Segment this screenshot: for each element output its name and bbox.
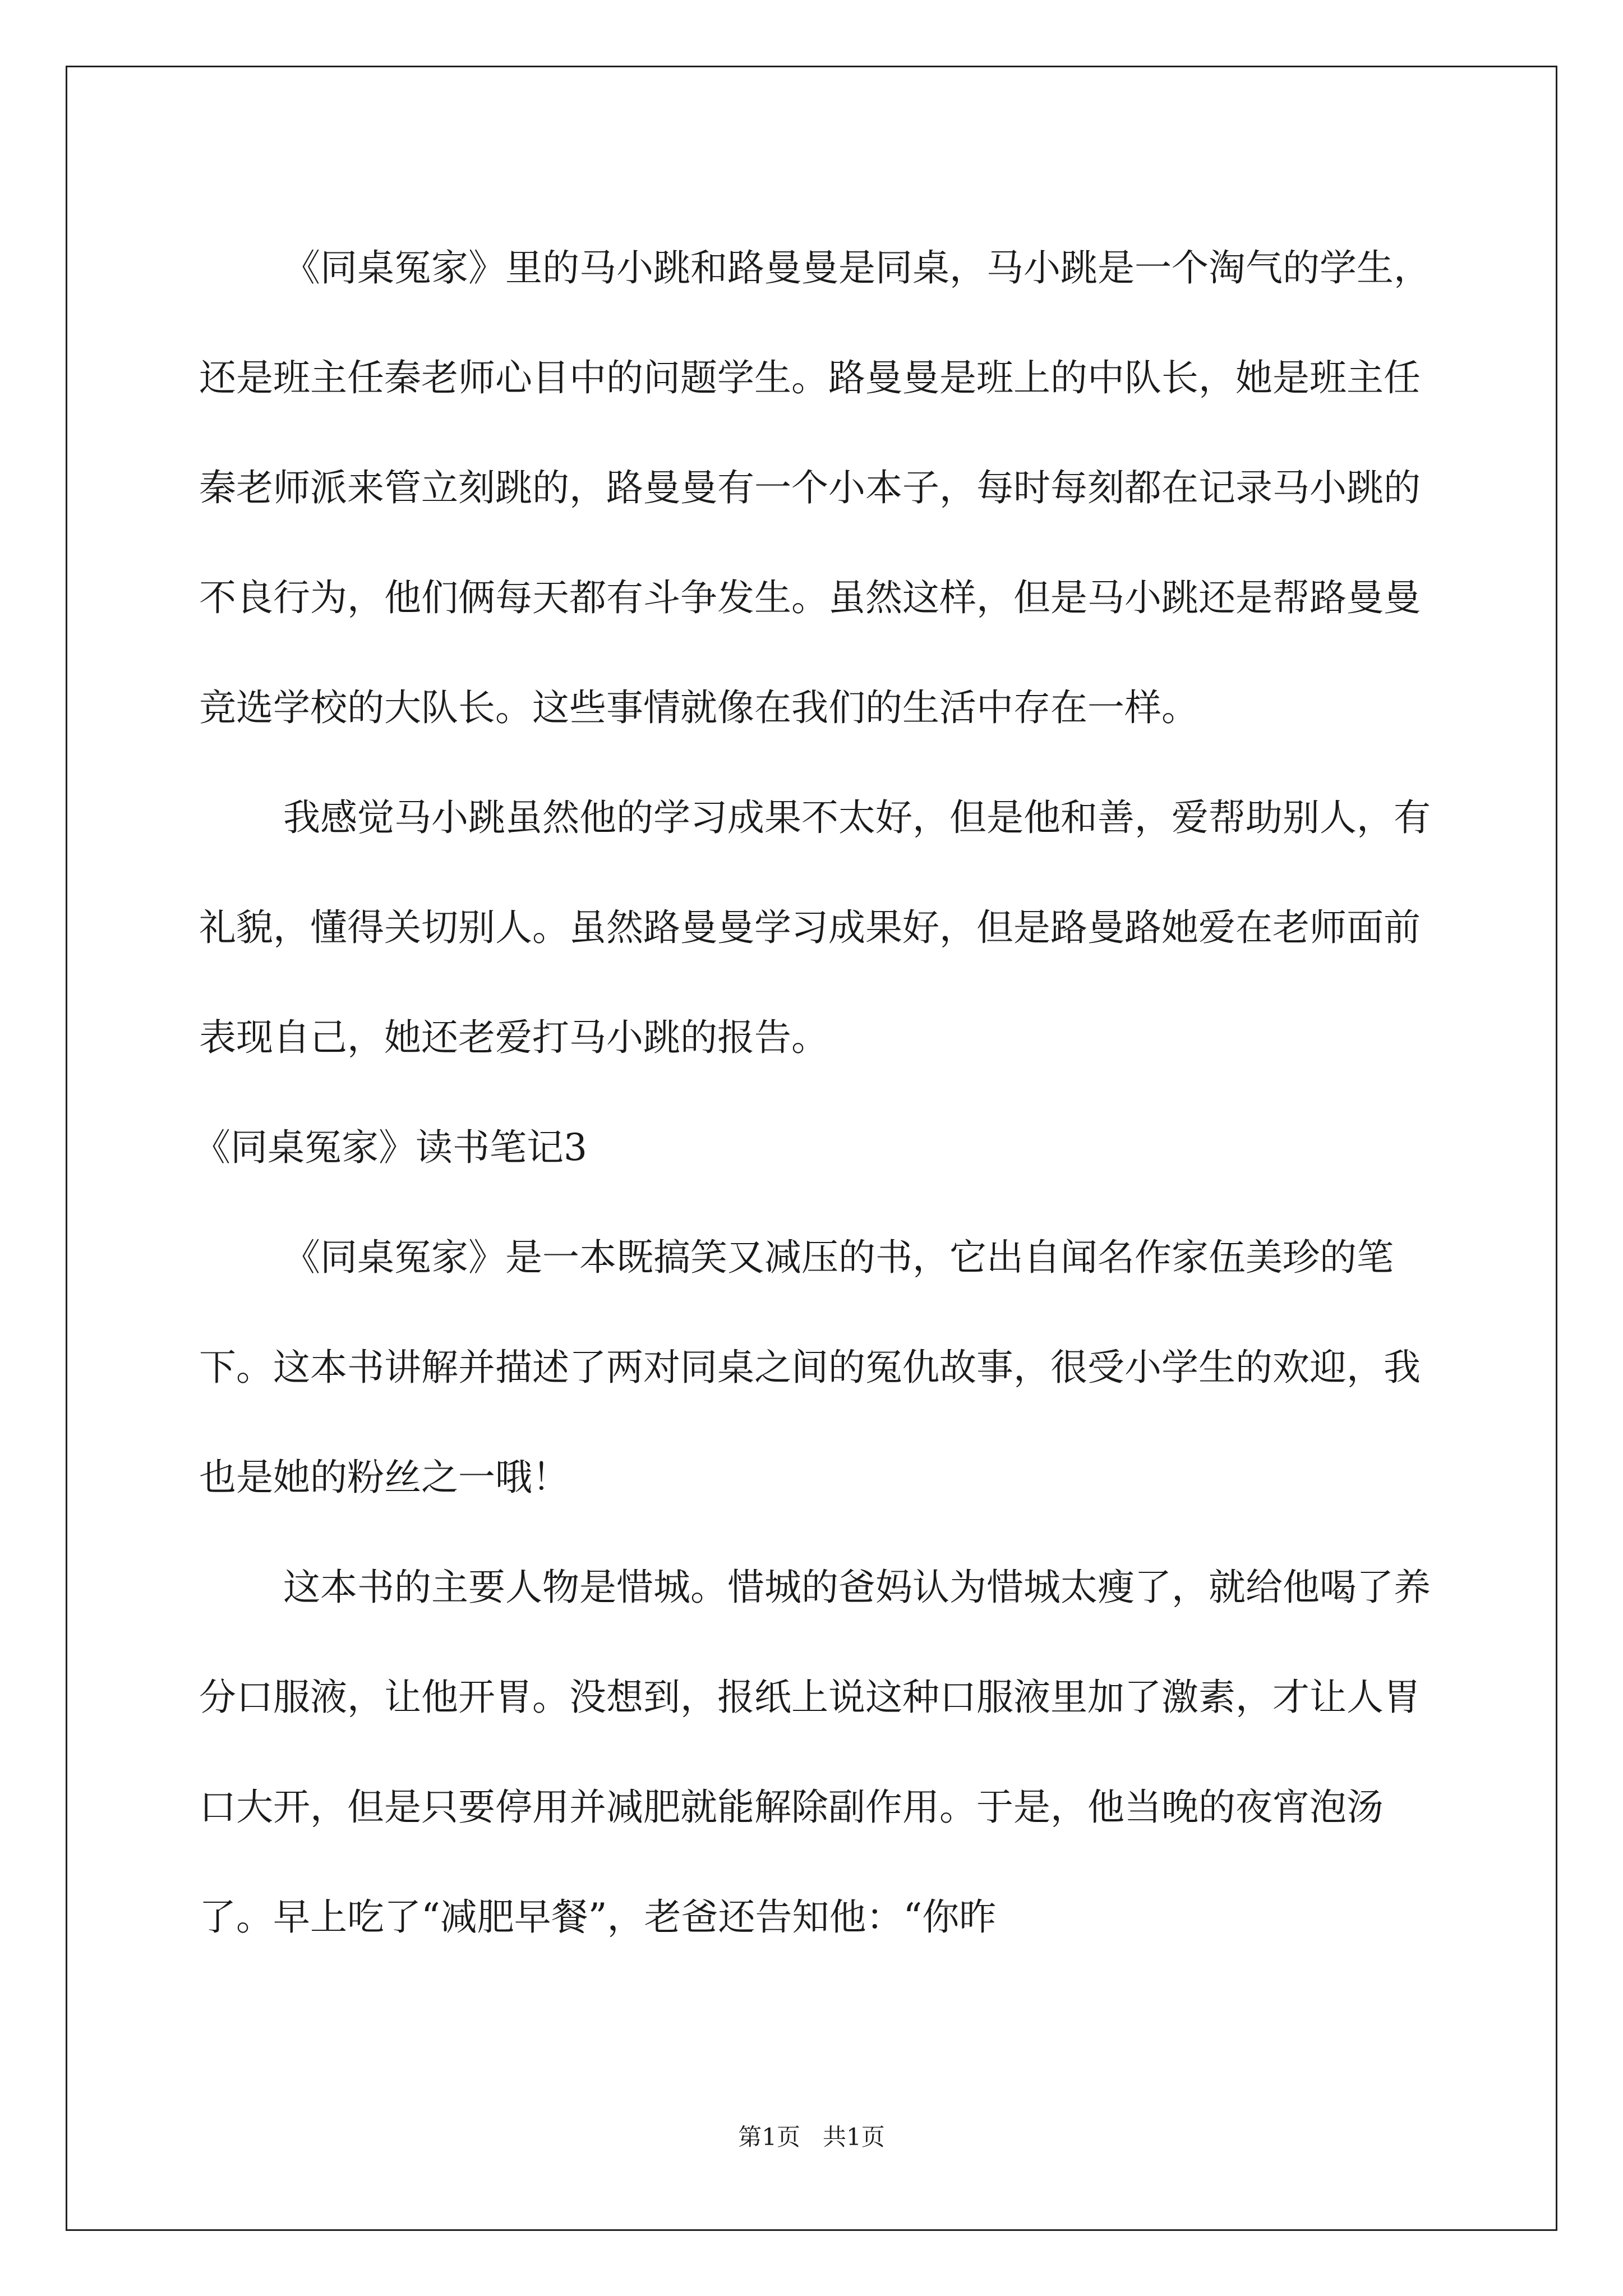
- paragraph-2: 我感觉马小跳虽然他的学习成果不太好，但是他和善，爱帮助别人，有礼貌，懂得关切别人。虽然路曼曼学习成果好，但是路曼路她爱在老师面前表现自己，她还老爱打马小跳的报告。: [199, 796, 1431, 1059]
- paragraph-1: 《同桌冤家》里的马小跳和路曼曼是同桌，马小跳是一个淘气的学生，还是班主任秦老师心目中的问题学生。路曼曼是班上的中队长，她是班主任秦老师派来管立刻跳的，路曼曼有一个小本子，每时每刻都在记录马小跳的不良行为，他们俩每天都有斗争发生。虽然这样，但是马小跳还是帮路曼曼竞选学校的大队长。这些事情就像在我们的生活中存在一样。: [199, 246, 1431, 729]
- page-number-total: 共1页: [823, 2123, 885, 2151]
- page-number-current: 第1页: [738, 2123, 800, 2151]
- paragraph-4: 这本书的主要人物是惜城。惜城的爸妈认为惜城太瘦了，就给他喝了养分口服液，让他开胃。没想到，报纸上说这种口服液里加了激素，才让人胃口大开，但是只要停用并减肥就能解除副作用。于是，他当晚的夜宵泡汤了。早上吃了“减肥早餐”，老爸还告知他：“你昨: [199, 1566, 1431, 1939]
- paragraph-3: 《同桌冤家》是一本既搞笑又减压的书，它出自闻名作家伍美珍的笔下。这本书讲解并描述了两对同桌之间的冤仇故事，很受小学生的欢迎，我也是她的粉丝之一哦！: [199, 1236, 1421, 1499]
- document-body: [193, 213, 1433, 1972]
- page-footer: [0, 2120, 1623, 2154]
- section-heading: 《同桌冤家》读书笔记3: [193, 1126, 587, 1169]
